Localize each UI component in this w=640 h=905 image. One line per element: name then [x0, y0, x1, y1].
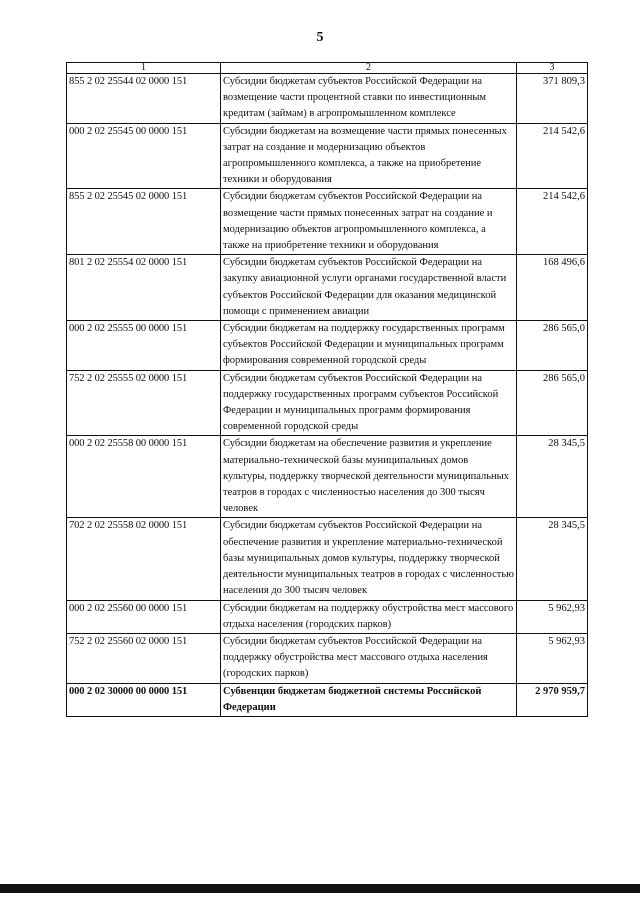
total-amount-cell: 2 970 959,7	[517, 683, 588, 716]
amount-cell: 28 345,5	[517, 518, 588, 600]
table-row	[67, 600, 588, 633]
total-code-cell: 000 2 02 30000 00 0000 151	[67, 683, 221, 716]
table-row	[67, 436, 588, 518]
amount-cell: 5 962,93	[517, 600, 588, 633]
description-cell: Субсидии бюджетам на поддержку государственных программ субъектов Российской Федерации и муниципальных программ формирования современной городской среды	[221, 321, 517, 371]
table-row	[67, 633, 588, 683]
table-row	[67, 74, 588, 124]
column-header-code: 1	[67, 63, 221, 74]
description-cell: Субсидии бюджетам субъектов Российской Федерации на возмещение части процентной ставки по инвестиционным кредитам (займам) в агропромышленном комплексе	[221, 74, 517, 124]
amount-cell: 168 496,6	[517, 255, 588, 321]
table-row	[67, 255, 588, 321]
description-cell: Субсидии бюджетам на возмещение части прямых понесенных затрат на создание и модернизацию объектов агропромышленного комплекса, а также на приобретение техники и оборудования	[221, 123, 517, 189]
budget-code-cell: 752 2 02 25555 02 0000 151	[67, 370, 221, 436]
amount-cell: 214 542,6	[517, 123, 588, 189]
amount-cell: 5 962,93	[517, 633, 588, 683]
description-cell: Субсидии бюджетам на обеспечение развития и укрепление материально-технической базы муниципальных домов культуры, поддержку творческой деятельности муниципальных театров в городах с численностью населения до 300 тысяч человек	[221, 436, 517, 518]
budget-code-cell: 000 2 02 25558 00 0000 151	[67, 436, 221, 518]
table-row	[67, 321, 588, 371]
table-header-row	[67, 63, 588, 74]
table-row	[67, 123, 588, 189]
column-header-description: 2	[221, 63, 517, 74]
budget-table	[66, 62, 588, 717]
budget-code-cell: 801 2 02 25554 02 0000 151	[67, 255, 221, 321]
budget-code-cell: 000 2 02 25560 00 0000 151	[67, 600, 221, 633]
amount-cell: 28 345,5	[517, 436, 588, 518]
description-cell: Субсидии бюджетам субъектов Российской Федерации на обеспечение развития и укрепление материально-технической базы муниципальных домов культуры, поддержку творческой деятельности муниципальных театров в городах с численностью населения до 300 тысяч человек	[221, 518, 517, 600]
page-number: 5	[316, 30, 324, 45]
table-row-total	[67, 683, 588, 716]
amount-cell: 286 565,0	[517, 370, 588, 436]
amount-cell: 371 809,3	[517, 74, 588, 124]
amount-cell: 214 542,6	[517, 189, 588, 255]
column-header-amount: 3	[517, 63, 588, 74]
budget-code-cell: 702 2 02 25558 02 0000 151	[67, 518, 221, 600]
budget-code-cell: 855 2 02 25544 02 0000 151	[67, 74, 221, 124]
table-row	[67, 518, 588, 600]
description-cell: Субсидии бюджетам субъектов Российской Федерации на поддержку государственных программ субъектов Российской Федерации и муниципальных программ формирования современной городской среды	[221, 370, 517, 436]
scan-edge-bar	[0, 884, 640, 893]
budget-code-cell: 000 2 02 25555 00 0000 151	[67, 321, 221, 371]
description-cell: Субсидии бюджетам на поддержку обустройства мест массового отдыха населения (городских парков)	[221, 600, 517, 633]
description-cell: Субсидии бюджетам субъектов Российской Федерации на возмещение части прямых понесенных затрат на создание и модернизацию объектов агропромышленного комплекса, а также на приобретение техники и оборудования	[221, 189, 517, 255]
table-row	[67, 370, 588, 436]
budget-code-cell: 752 2 02 25560 02 0000 151	[67, 633, 221, 683]
description-cell: Субсидии бюджетам субъектов Российской Федерации на поддержку обустройства мест массового отдыха населения (городских парков)	[221, 633, 517, 683]
description-cell: Субсидии бюджетам субъектов Российской Федерации на закупку авиационной услуги органами государственной власти субъектов Российской Федерации для оказания медицинской помощи с применением авиации	[221, 255, 517, 321]
budget-code-cell: 855 2 02 25545 02 0000 151	[67, 189, 221, 255]
budget-code-cell: 000 2 02 25545 00 0000 151	[67, 123, 221, 189]
table-row	[67, 189, 588, 255]
amount-cell: 286 565,0	[517, 321, 588, 371]
total-description-cell: Субвенции бюджетам бюджетной системы Российской Федерации	[221, 683, 517, 716]
